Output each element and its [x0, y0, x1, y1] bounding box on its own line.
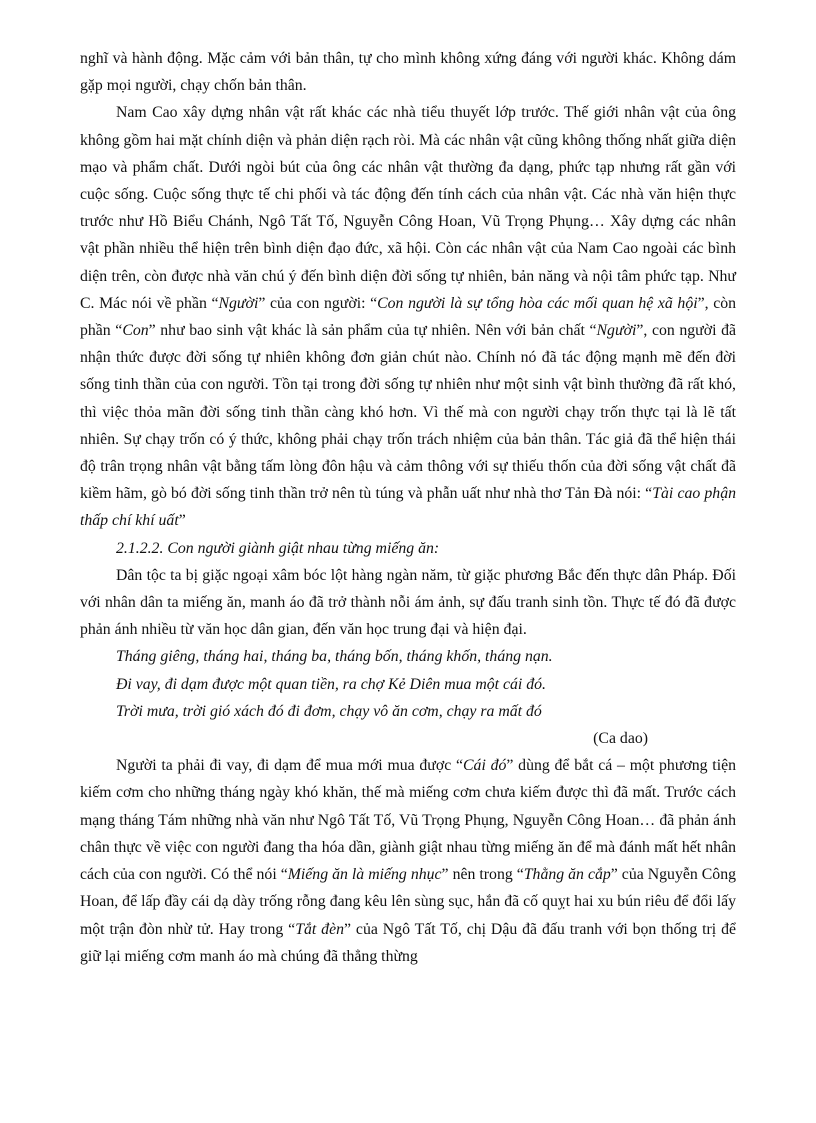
italic-run: Con [122, 322, 149, 340]
verse-line: Tháng giêng, tháng hai, tháng ba, tháng bốn, tháng khốn, tháng nạn. [116, 648, 553, 666]
italic-run: Người [218, 294, 259, 312]
document-page [80, 45, 736, 970]
italic-run: Con người là sự tổng hòa các mối quan hệ xã hội [377, 294, 698, 312]
verse-source: (Ca dao) [593, 730, 648, 748]
italic-run: Miếng ăn là miếng nhục [287, 866, 442, 884]
text-run: ” dùng để bắt cá – một phương tiện kiếm cơm cho những tháng ngày khó khăn, thế mà miếng cơm chưa kiếm được thì đã mất. Trước cách mạng tháng Tám những nhà văn như Ngô Tất Tố, Vũ Trọng Phụng, Nguyễn Công Hoan… đã phản ánh chân thực về việc con người đang tha hóa dần, giành giật nhau từng miếng ăn để mà đánh mất hết nhân cách của con người. Có thể nói “ [80, 757, 736, 884]
text-run: ” như bao sinh vật khác là sản phẩm của tự nhiên. Nên với bản chất “ [148, 322, 597, 340]
section-heading: 2.1.2.2. Con người giành giật nhau từng miếng ăn: [116, 539, 440, 557]
italic-run: Tài cao phận thấp chí khí uất [80, 485, 737, 530]
verse-line: Đi vay, đi dạm được một quan tiền, ra chợ Kẻ Diên mua một cái đó. [116, 675, 546, 693]
text-run: Người ta phải đi vay, đi dạm để mua mới mua được “ [116, 757, 464, 775]
italic-run: Tắt đèn [295, 920, 344, 938]
text-run: ” của con người: “ [258, 294, 378, 312]
verse-line: Trời mưa, trời gió xách đó đi đơm, chạy vô ăn cơm, chạy ra mất đó [116, 702, 542, 720]
paragraph-3: Dân tộc ta bị giặc ngoại xâm bóc lột hàng ngàn năm, từ giặc phương Bắc đến thực dân Pháp. Đối với nhân dân ta miếng ăn, manh áo đã trở thành nỗi ám ảnh, sự đấu tranh sinh tồn. Thực tế đó đã được phản ánh nhiều từ văn học dân gian, đến văn học trung đại và hiện đại. [80, 566, 736, 639]
italic-run: Cái đó [463, 757, 507, 775]
text-run: ” [178, 512, 186, 530]
text-run: Nam Cao xây dựng nhân vật rất khác các nhà tiểu thuyết lớp trước. Thế giới nhân vật của ông không gồm hai mặt chính diện và phản diện rạch ròi. Mà các nhân vật cũng không thống nhất giữa diện mạo và phẩm chất. Dưới ngòi bút của ông các nhân vật thường đa dạng, phức tạp nhưng rất gần với cuộc sống. Cuộc sống thực tế chi phối và tác động đến tính cách của nhân vật. Các nhà văn hiện thực trước như Hồ Biểu Chánh, Ngô Tất Tố, Nguyễn Công Hoan, Vũ Trọng Phụng… Xây dựng các nhân vật phần nhiều thể hiện trên bình diện đạo đức, xã hội. Còn các nhân vật của Nam Cao ngoài các bình diện trên, còn được nhà văn chú ý đến bình diện đời sống tự nhiên, bản năng và nội tâm phức tạp. Như C. Mác nói về phần “ [80, 104, 736, 312]
italic-run: Thằng ăn cắp [523, 866, 611, 884]
paragraph-2 [80, 99, 736, 534]
text-run: ” nên trong “ [441, 866, 524, 884]
text-run: ” của Nguyễn Công Hoan, để lấp đầy cái dạ dày trống rỗng đang kêu lên sùng sục, hắn đã cố quỵt hai xu bún riêu để đổi lấy một trận đòn nhừ tử. Hay trong “ [80, 866, 736, 938]
text-run: ” của Ngô Tất Tố, chị Dậu đã đấu tranh với bọn thống trị để giữ lại miếng cơm manh áo mà chúng đã thẳng thừng [80, 920, 737, 965]
text-run: ”, còn phần “ [80, 294, 737, 340]
italic-run: Người [596, 322, 637, 340]
text-run: ”, con người đã nhận thức được đời sống tự nhiên không đơn giản chút nào. Chính nó đã tác động mạnh mẽ đến đời sống tinh thần của con người. Tồn tại trong đời sống tự nhiên như một sinh vật bình thường đã rất khó, thì việc thỏa mãn đời sống tinh thần càng khó hơn. Vì thế mà con người chạy trốn thực tại là lẽ tất nhiên. Sự chạy trốn có ý thức, không phải chạy trốn trách nhiệm của bản thân. Tác giả đã thể hiện thái độ trân trọng nhân vật bằng tấm lòng đôn hậu và cảm thông với sự thiếu thốn của đời sống vật chất đã kiềm hãm, gò bó đời sống tinh thần trở nên tù túng và phẫn uất như nhà thơ Tản Đà nói: “ [80, 322, 736, 503]
paragraph-4 [80, 752, 736, 970]
paragraph-1: nghĩ và hành động. Mặc cảm với bản thân, tự cho mình không xứng đáng với người khác. Không dám gặp mọi người, chạy chốn bản thân. [80, 50, 736, 95]
